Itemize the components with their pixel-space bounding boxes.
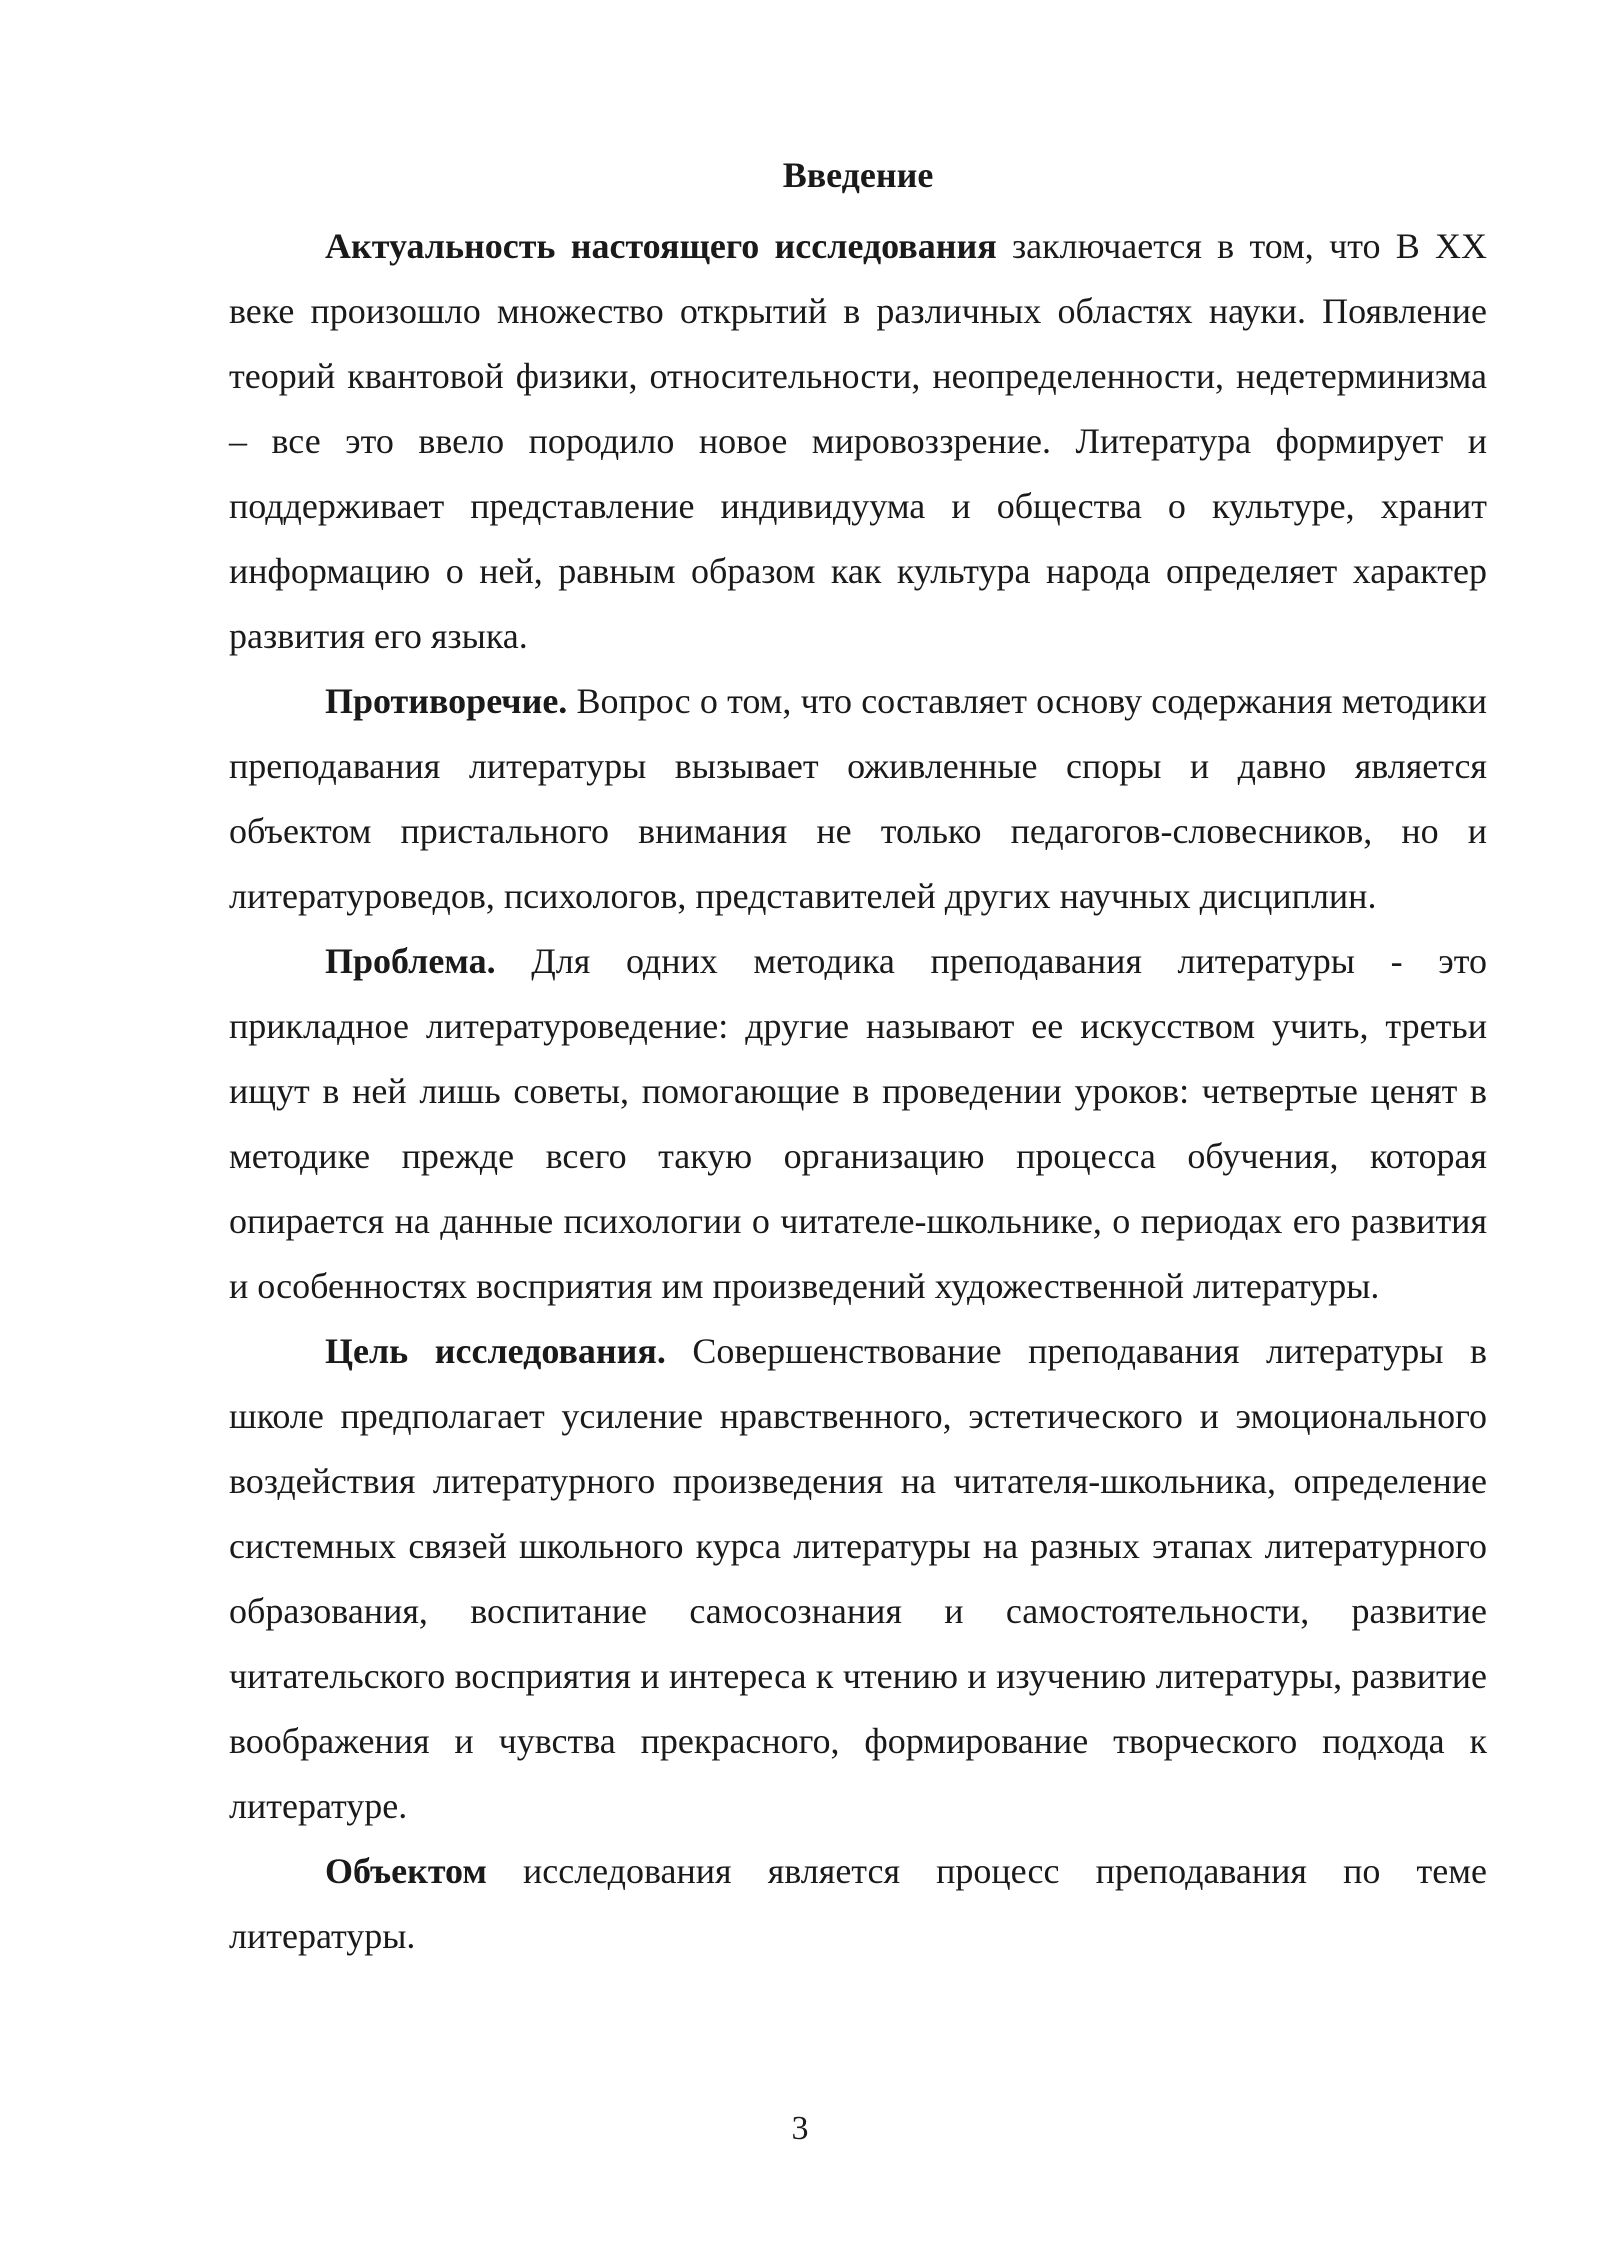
paragraph-text: исследования является процесс преподавания по теме литературы. — [229, 1851, 1487, 1956]
paragraph-goal — [229, 1319, 1487, 1839]
paragraph-text: Для одних методика преподавания литературы - это прикладное литературоведение: другие называют ее искусством учить, третьи ищут в ней лишь советы, помогающие в проведении уроков: четвертые ценят в методике прежде всего такую организацию процесса обучения, которая опирается на данные психологии о читателе-школьнике, о периодах его развития и особенностях восприятия им произведений художественной литературы. — [229, 941, 1487, 1306]
paragraph-object — [229, 1839, 1487, 1969]
paragraph-lead: Актуальность настоящего исследования — [325, 226, 997, 266]
paragraph-lead: Противоречие. — [325, 681, 568, 721]
section-heading: Введение — [782, 155, 934, 195]
paragraph-contradiction — [229, 669, 1487, 929]
paragraph-lead: Цель исследования. — [325, 1331, 666, 1371]
paragraph-text: заключается в том, что В XX веке произошло множество открытий в различных областях науки. Появление теорий квантовой физики, относительности, неопределенности, недетерминизма – все это ввело породило новое мировоззрение. Литература формирует и поддерживает представление индивидуума и общества о культуре, хранит информацию о ней, равным образом как культура народа определяет характер развития его языка. — [229, 226, 1487, 656]
document-page — [229, 148, 1487, 1969]
paragraph-text: Совершенствование преподавания литературы в школе предполагает усиление нравственного, эстетического и эмоционального воздействия литературного произведения на читателя-школьника, определение системных связей школьного курса литературы на разных этапах литературного образования, воспитание самосознания и самостоятельности, развитие читательского восприятия и интереса к чтению и изучению литературы, развитие воображения и чувства прекрасного, формирование творческого подхода к литературе. — [229, 1331, 1487, 1826]
paragraph-relevance — [229, 214, 1487, 669]
page-number: 3 — [791, 2110, 809, 2147]
paragraph-text: Вопрос о том, что составляет основу содержания методики преподавания литературы вызывает оживленные споры и давно является объектом пристального внимания не только педагогов-словесников, но и литературоведов, психологов, представителей других научных дисциплин. — [229, 681, 1487, 916]
paragraph-lead: Проблема. — [325, 941, 496, 981]
paragraph-lead: Объектом — [325, 1851, 487, 1891]
paragraph-problem — [229, 929, 1487, 1319]
